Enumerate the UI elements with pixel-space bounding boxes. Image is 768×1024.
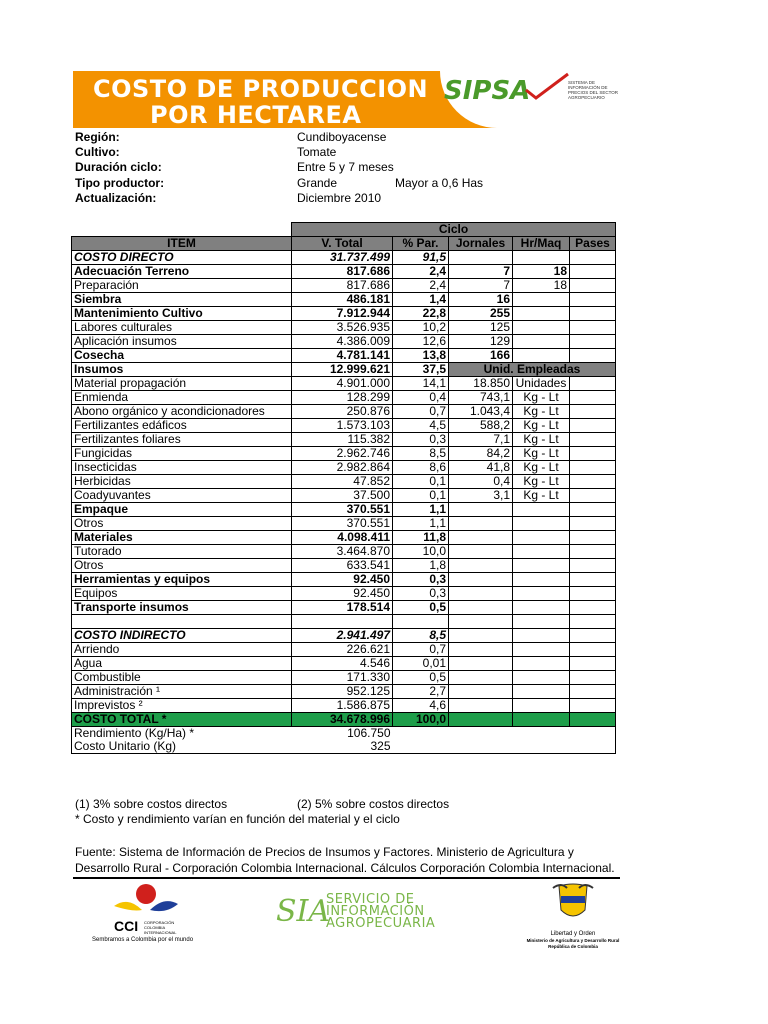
info-row — [75, 145, 615, 160]
par-cell: 0,4 — [393, 391, 449, 405]
pases-cell — [570, 587, 616, 601]
pases-cell — [570, 447, 616, 461]
vtotal-cell: 4.546 — [292, 657, 393, 671]
item-cell: Insecticidas — [72, 461, 292, 475]
vtotal-cell: 633.541 — [292, 559, 393, 573]
item-cell: Cosecha — [72, 349, 292, 363]
item-cell: Insumos — [72, 363, 292, 377]
vtotal-cell: 92.450 — [292, 587, 393, 601]
par-cell: 91,5 — [393, 251, 449, 265]
seal-line-3: República de Colombia — [548, 944, 598, 949]
cci-tagline: Sembramos a Colombia por el mundo — [92, 937, 194, 943]
table-row — [72, 713, 616, 727]
item-cell: Abono orgánico y acondicionadores — [72, 405, 292, 419]
summary-row — [72, 740, 616, 754]
item-cell: Mantenimiento Cultivo — [72, 307, 292, 321]
item-cell: COSTO TOTAL * — [72, 713, 292, 727]
table-row — [72, 461, 616, 475]
item-cell: Siembra — [72, 293, 292, 307]
sia-logo — [274, 890, 444, 938]
vtotal-cell: 486.181 — [292, 293, 393, 307]
vtotal-cell: 12.999.621 — [292, 363, 393, 377]
notes — [75, 797, 450, 827]
jornales-cell — [449, 587, 513, 601]
table-row — [72, 447, 616, 461]
par-cell: 2,4 — [393, 265, 449, 279]
jornales-cell: 743,1 — [449, 391, 513, 405]
note-3: * Costo y rendimiento varían en función del material y el ciclo — [75, 812, 400, 826]
info-label: Cultivo: — [75, 145, 120, 160]
hrmaq-cell: Kg - Lt — [513, 447, 570, 461]
coat-of-arms-icon — [551, 882, 595, 926]
seal-line-2: Ministerio de Agricultura y Desarrollo Rural — [526, 938, 620, 943]
vtotal-cell: 370.551 — [292, 517, 393, 531]
column-header: % Par. — [393, 237, 449, 251]
par-cell: 0,1 — [393, 489, 449, 503]
par-cell: 0,5 — [393, 671, 449, 685]
item-cell: Aplicación insumos — [72, 335, 292, 349]
pases-cell — [570, 517, 616, 531]
summary-blank — [393, 727, 616, 741]
vtotal-cell: 817.686 — [292, 279, 393, 293]
vtotal-cell: 115.382 — [292, 433, 393, 447]
jornales-cell — [449, 601, 513, 615]
hrmaq-cell: Kg - Lt — [513, 433, 570, 447]
table-row — [72, 559, 616, 573]
jornales-cell: 41,8 — [449, 461, 513, 475]
hrmaq-cell — [513, 629, 570, 643]
hrmaq-cell — [513, 307, 570, 321]
vtotal-cell: 128.299 — [292, 391, 393, 405]
summary-blank — [393, 740, 616, 754]
jornales-cell — [449, 517, 513, 531]
jornales-cell — [449, 573, 513, 587]
summary-value: 106.750 — [292, 727, 393, 741]
vtotal-cell: 37.500 — [292, 489, 393, 503]
table-row — [72, 517, 616, 531]
par-cell: 11,8 — [393, 531, 449, 545]
par-cell: 14,1 — [393, 377, 449, 391]
vtotal-cell: 7.912.944 — [292, 307, 393, 321]
item-cell: Materiales — [72, 531, 292, 545]
par-cell: 4,6 — [393, 699, 449, 713]
info-label: Duración ciclo: — [75, 160, 162, 175]
item-cell: Preparación — [72, 279, 292, 293]
item-cell: Imprevistos ² — [72, 699, 292, 713]
par-cell — [393, 615, 449, 629]
sia-line-1: SERVICIO DE — [326, 892, 415, 907]
jornales-cell: 7 — [449, 279, 513, 293]
item-cell: Tutorado — [72, 545, 292, 559]
ciclo-header: Ciclo — [292, 223, 616, 237]
item-cell: Agua — [72, 657, 292, 671]
table-row — [72, 545, 616, 559]
hrmaq-cell: Kg - Lt — [513, 405, 570, 419]
hrmaq-cell — [513, 657, 570, 671]
hrmaq-cell — [513, 349, 570, 363]
vtotal-cell: 4.781.141 — [292, 349, 393, 363]
table-row — [72, 503, 616, 517]
vtotal-cell: 370.551 — [292, 503, 393, 517]
hrmaq-cell: 18 — [513, 279, 570, 293]
info-row — [75, 176, 615, 191]
source-text: Fuente: Sistema de Información de Precios de Insumos y Factores. Ministerio de Agricultura y Desarrollo Rural - Corporación Colombia Internacional. Cálculos Corporación Colombia Internacional. — [75, 845, 615, 875]
info-value: Diciembre 2010 — [297, 190, 382, 205]
item-cell: Empaque — [72, 503, 292, 517]
item-cell: Arriendo — [72, 643, 292, 657]
pases-cell — [570, 559, 616, 573]
hrmaq-cell: 18 — [513, 265, 570, 279]
item-cell: COSTO INDIRECTO — [72, 629, 292, 643]
pases-cell — [570, 685, 616, 699]
info-value: Cundiboyacense — [297, 130, 387, 144]
jornales-cell: 129 — [449, 335, 513, 349]
cost-table — [71, 222, 616, 754]
table-row — [72, 573, 616, 587]
pases-cell — [570, 671, 616, 685]
ministry-seal — [518, 882, 628, 952]
jornales-cell: 0,4 — [449, 475, 513, 489]
jornales-cell — [449, 545, 513, 559]
vtotal-cell: 3.526.935 — [292, 321, 393, 335]
item-cell: Enmienda — [72, 391, 292, 405]
cci-emblem-icon — [88, 882, 208, 924]
sipsa-logo — [444, 70, 619, 110]
par-cell: 0,01 — [393, 657, 449, 671]
sipsa-logo-text: SIPSA — [444, 76, 531, 106]
jornales-cell — [449, 559, 513, 573]
info-label: Región: — [75, 130, 120, 144]
vtotal-cell: 4.901.000 — [292, 377, 393, 391]
jornales-cell — [449, 503, 513, 517]
cci-logo — [88, 882, 208, 952]
pases-cell — [570, 615, 616, 629]
item-cell: Transporte insumos — [72, 601, 292, 615]
jornales-cell — [449, 657, 513, 671]
info-row — [75, 160, 615, 175]
item-cell: Fertilizantes foliares — [72, 433, 292, 447]
table-row — [72, 307, 616, 321]
note-1: (1) 3% sobre costos directos — [75, 797, 228, 811]
vtotal-cell: 34.678.996 — [292, 713, 393, 727]
table-row — [72, 685, 616, 699]
table-group-header — [72, 223, 616, 237]
par-cell: 8,5 — [393, 447, 449, 461]
pases-cell — [570, 545, 616, 559]
sia-logo-text — [326, 894, 435, 930]
item-cell: Combustible — [72, 671, 292, 685]
table-row — [72, 391, 616, 405]
table-row — [72, 475, 616, 489]
seal-line-1: Libertad y Orden — [550, 931, 596, 937]
hrmaq-cell — [513, 587, 570, 601]
hrmaq-cell: Kg - Lt — [513, 475, 570, 489]
hrmaq-cell: Unidades — [513, 377, 570, 391]
table-row — [72, 643, 616, 657]
column-header: V. Total — [292, 237, 393, 251]
vtotal-cell: 3.464.870 — [292, 545, 393, 559]
vtotal-cell: 250.876 — [292, 405, 393, 419]
sia-line-3: AGROPECUARIA — [326, 916, 436, 931]
table-row — [72, 699, 616, 713]
hrmaq-cell — [513, 335, 570, 349]
jornales-cell — [449, 251, 513, 265]
info-label: Tipo productor: — [75, 175, 165, 190]
hrmaq-cell — [513, 503, 570, 517]
par-cell: 13,8 — [393, 349, 449, 363]
vtotal-cell: 226.621 — [292, 643, 393, 657]
pases-cell — [570, 279, 616, 293]
vtotal-cell: 31.737.499 — [292, 251, 393, 265]
sipsa-logo-subtext: SISTEMA DE INFORMACIÓN DE PRECIOS DEL SECTOR AGROPECUARIO — [568, 80, 619, 100]
jornales-cell: 166 — [449, 349, 513, 363]
jornales-cell — [449, 699, 513, 713]
jornales-cell: 18.850 — [449, 377, 513, 391]
par-cell: 0,3 — [393, 573, 449, 587]
hrmaq-cell: Kg - Lt — [513, 489, 570, 503]
hrmaq-cell: Kg - Lt — [513, 461, 570, 475]
info-value: Tomate — [297, 145, 337, 160]
table-row — [72, 489, 616, 503]
par-cell: 22,8 — [393, 307, 449, 321]
pases-cell — [570, 335, 616, 349]
item-cell — [72, 615, 292, 629]
pases-cell — [570, 461, 616, 475]
par-cell: 1,1 — [393, 503, 449, 517]
table-row — [72, 251, 616, 265]
item-cell: Fungicidas — [72, 447, 292, 461]
pases-cell — [570, 531, 616, 545]
vtotal-cell: 1.573.103 — [292, 419, 393, 433]
pases-cell — [570, 405, 616, 419]
vtotal-cell: 2.941.497 — [292, 629, 393, 643]
summary-label: Costo Unitario (Kg) — [72, 740, 292, 754]
pases-cell — [570, 391, 616, 405]
jornales-cell: 3,1 — [449, 489, 513, 503]
vtotal-cell: 92.450 — [292, 573, 393, 587]
crop-info — [75, 130, 615, 206]
summary-row — [72, 727, 616, 741]
item-cell: Administración ¹ — [72, 685, 292, 699]
jornales-cell: 1.043,4 — [449, 405, 513, 419]
par-cell: 12,6 — [393, 335, 449, 349]
vtotal-cell: 2.982.864 — [292, 461, 393, 475]
vtotal-cell: 1.586.875 — [292, 699, 393, 713]
par-cell: 10,0 — [393, 545, 449, 559]
vtotal-cell: 4.386.009 — [292, 335, 393, 349]
sia-line-2: INFORMACIÓN — [326, 904, 425, 919]
par-cell: 0,5 — [393, 601, 449, 615]
check-icon — [522, 72, 572, 102]
par-cell: 2,4 — [393, 279, 449, 293]
hrmaq-cell — [513, 293, 570, 307]
info-row — [75, 130, 615, 145]
pases-cell — [570, 601, 616, 615]
table-row — [72, 657, 616, 671]
hrmaq-cell — [513, 251, 570, 265]
vtotal-cell: 4.098.411 — [292, 531, 393, 545]
page-title-line1: COSTO DE PRODUCCION — [93, 75, 429, 103]
jornales-cell: 7,1 — [449, 433, 513, 447]
page-title-line2: POR HECTAREA — [150, 101, 362, 128]
pases-cell — [570, 699, 616, 713]
pases-cell — [570, 251, 616, 265]
vtotal-cell: 952.125 — [292, 685, 393, 699]
par-cell: 37,5 — [393, 363, 449, 377]
jornales-cell — [449, 713, 513, 727]
jornales-cell — [449, 629, 513, 643]
par-cell: 0,3 — [393, 587, 449, 601]
par-cell: 0,3 — [393, 433, 449, 447]
par-cell: 2,7 — [393, 685, 449, 699]
info-label: Actualización: — [75, 190, 157, 205]
vtotal-cell: 817.686 — [292, 265, 393, 279]
hrmaq-cell — [513, 517, 570, 531]
par-cell: 0,7 — [393, 643, 449, 657]
table-row — [72, 335, 616, 349]
vtotal-cell: 178.514 — [292, 601, 393, 615]
pases-cell — [570, 307, 616, 321]
par-cell: 0,1 — [393, 475, 449, 489]
table-row — [72, 377, 616, 391]
pases-cell — [570, 573, 616, 587]
vtotal-cell: 2.962.746 — [292, 447, 393, 461]
item-cell: Equipos — [72, 587, 292, 601]
jornales-cell: 7 — [449, 265, 513, 279]
jornales-cell: 16 — [449, 293, 513, 307]
pases-cell — [570, 349, 616, 363]
item-cell: Otros — [72, 517, 292, 531]
par-cell: 8,6 — [393, 461, 449, 475]
hrmaq-cell — [513, 713, 570, 727]
hrmaq-cell — [513, 685, 570, 699]
cci-logo-text: CCI — [114, 918, 139, 934]
jornales-cell — [449, 643, 513, 657]
info-value: Grande — [297, 175, 338, 190]
info-value: Entre 5 y 7 meses — [297, 160, 394, 175]
hrmaq-cell — [513, 601, 570, 615]
pases-cell — [570, 489, 616, 503]
hrmaq-cell — [513, 573, 570, 587]
hrmaq-cell — [513, 615, 570, 629]
hrmaq-cell — [513, 559, 570, 573]
column-header: Hr/Maq — [513, 237, 570, 251]
par-cell: 1,4 — [393, 293, 449, 307]
table-row — [72, 321, 616, 335]
hrmaq-cell — [513, 699, 570, 713]
table-row — [72, 293, 616, 307]
item-cell: COSTO DIRECTO — [72, 251, 292, 265]
table-row — [72, 671, 616, 685]
pases-cell — [570, 657, 616, 671]
table-row — [72, 363, 616, 377]
hrmaq-cell — [513, 321, 570, 335]
pases-cell — [570, 433, 616, 447]
par-cell: 4,5 — [393, 419, 449, 433]
hrmaq-cell — [513, 671, 570, 685]
pases-cell — [570, 419, 616, 433]
jornales-cell — [449, 685, 513, 699]
hrmaq-cell: Kg - Lt — [513, 391, 570, 405]
par-cell: 1,1 — [393, 517, 449, 531]
jornales-cell: 588,2 — [449, 419, 513, 433]
jornales-cell — [449, 531, 513, 545]
table-row — [72, 265, 616, 279]
par-cell: 100,0 — [393, 713, 449, 727]
pases-cell — [570, 265, 616, 279]
note-2: (2) 5% sobre costos directos — [297, 797, 450, 811]
pases-cell — [570, 293, 616, 307]
par-cell: 10,2 — [393, 321, 449, 335]
item-cell: Fertilizantes edáficos — [72, 419, 292, 433]
table-row — [72, 615, 616, 629]
pases-cell — [570, 377, 616, 391]
sia-mark: SIA — [276, 894, 331, 929]
table-column-header — [72, 237, 616, 251]
hrmaq-cell: Kg - Lt — [513, 419, 570, 433]
table-row — [72, 601, 616, 615]
summary-label: Rendimiento (Kg/Ha) * — [72, 727, 292, 741]
cci-logo-sub: CORPORACIÓN COLOMBIA INTERNACIONAL — [144, 920, 177, 935]
vtotal-cell: 171.330 — [292, 671, 393, 685]
pases-cell — [570, 503, 616, 517]
item-cell: Herbicidas — [72, 475, 292, 489]
unid-empleadas-header: Unid. Empleadas — [449, 363, 616, 377]
item-cell: Labores culturales — [72, 321, 292, 335]
item-cell: Coadyuvantes — [72, 489, 292, 503]
item-cell: Otros — [72, 559, 292, 573]
divider — [73, 877, 620, 879]
jornales-cell — [449, 671, 513, 685]
table-row — [72, 419, 616, 433]
hrmaq-cell — [513, 545, 570, 559]
summary-value: 325 — [292, 740, 393, 754]
pases-cell — [570, 475, 616, 489]
pases-cell — [570, 629, 616, 643]
item-cell: Adecuación Terreno — [72, 265, 292, 279]
info-row — [75, 191, 615, 206]
jornales-cell — [449, 615, 513, 629]
par-cell: 1,8 — [393, 559, 449, 573]
par-cell: 8,5 — [393, 629, 449, 643]
pases-cell — [570, 713, 616, 727]
jornales-cell: 255 — [449, 307, 513, 321]
hrmaq-cell — [513, 643, 570, 657]
column-header: Jornales — [449, 237, 513, 251]
column-header: ITEM — [72, 237, 292, 251]
jornales-cell: 125 — [449, 321, 513, 335]
table-row — [72, 629, 616, 643]
table-row — [72, 405, 616, 419]
pases-cell — [570, 643, 616, 657]
jornales-cell: 84,2 — [449, 447, 513, 461]
hrmaq-cell — [513, 531, 570, 545]
table-row — [72, 433, 616, 447]
table-row — [72, 531, 616, 545]
table-row — [72, 279, 616, 293]
item-cell: Herramientas y equipos — [72, 573, 292, 587]
table-row — [72, 587, 616, 601]
pases-cell — [570, 321, 616, 335]
column-header: Pases — [570, 237, 616, 251]
vtotal-cell: 47.852 — [292, 475, 393, 489]
info-extra: Mayor a 0,6 Has — [395, 175, 484, 190]
item-cell: Material propagación — [72, 377, 292, 391]
vtotal-cell — [292, 615, 393, 629]
par-cell: 0,7 — [393, 405, 449, 419]
table-row — [72, 349, 616, 363]
